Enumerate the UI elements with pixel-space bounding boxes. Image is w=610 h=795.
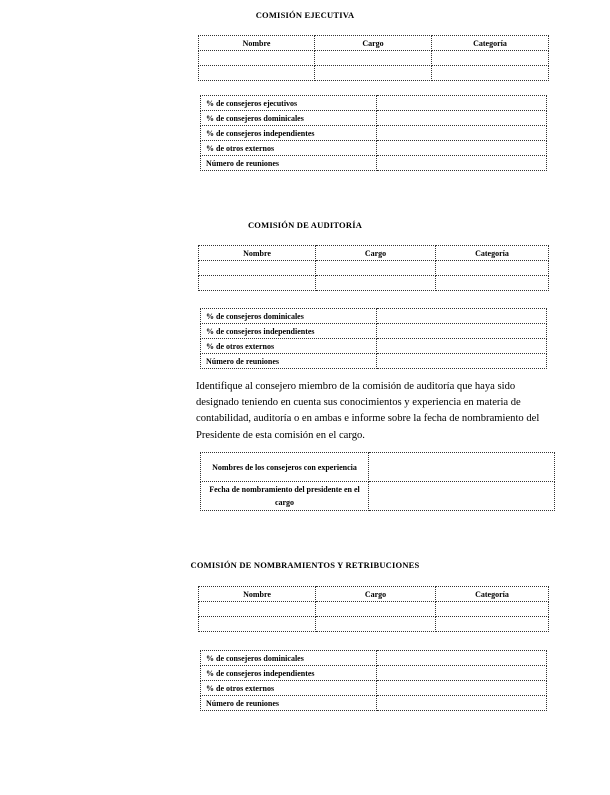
header-nombre: Nombre [199,36,315,51]
table-header-row [199,246,549,261]
composition-table-auditoria [200,308,547,369]
table-row [201,453,555,482]
row-label: % de consejeros independientes [201,126,377,141]
table-row [201,696,547,711]
table-row [199,276,549,291]
table-row [201,339,547,354]
row-label: % de consejeros independientes [201,666,377,681]
row-label: % de consejeros dominicales [201,651,377,666]
row-label: % de consejeros dominicales [201,111,377,126]
row-label: Número de reuniones [201,696,377,711]
row-label: Nombres de los consejeros con experiencia [201,453,369,482]
value-cell[interactable] [377,651,547,666]
value-cell[interactable] [377,111,547,126]
cell-cargo[interactable] [316,617,436,632]
table-row [199,51,549,66]
table-header-row [199,587,549,602]
header-categoria: Categoría [436,587,549,602]
header-categoria: Categoría [436,246,549,261]
composition-table-nombramientos [200,650,547,711]
row-label: Número de reuniones [201,156,377,171]
value-cell[interactable] [377,96,547,111]
table-row [199,66,549,81]
members-table-nombramientos [198,586,549,632]
members-table-ejecutiva [198,35,549,81]
auditoria-instructions: Identifique al consejero miembro de la comisión de auditoría que haya sido designado teniendo en cuenta sus conocimientos y experiencia en materia de contabilidad, auditoría o en ambas e informe sobre la fecha de nombramiento del Presidente de esta comisión en el cargo. [196,381,540,441]
table-row [201,96,547,111]
value-cell[interactable] [377,309,547,324]
table-row [201,126,547,141]
value-cell[interactable] [377,156,547,171]
table-header-row [199,36,549,51]
row-label: % de consejeros dominicales [201,309,377,324]
row-label: % de consejeros ejecutivos [201,96,377,111]
table-row [201,141,547,156]
table-row [201,111,547,126]
table-row [201,666,547,681]
cell-nombre[interactable] [199,66,315,81]
cell-cargo[interactable] [315,66,432,81]
value-cell[interactable] [377,681,547,696]
cell-categoria[interactable] [436,602,549,617]
value-cell[interactable] [377,339,547,354]
header-categoria: Categoría [432,36,549,51]
header-cargo: Cargo [315,36,432,51]
cell-nombre[interactable] [199,276,316,291]
cell-cargo[interactable] [316,276,436,291]
members-table-auditoria [198,245,549,291]
cell-nombre[interactable] [199,51,315,66]
row-label: % de otros externos [201,339,377,354]
table-row [201,156,547,171]
value-cell[interactable] [377,354,547,369]
value-cell[interactable] [369,482,555,511]
table-row [201,651,547,666]
value-cell[interactable] [377,126,547,141]
table-row [201,324,547,339]
table-row [199,617,549,632]
header-nombre: Nombre [199,587,316,602]
table-row [201,681,547,696]
section-title-auditoria: COMISIÓN DE AUDITORÍA [247,220,363,230]
cell-nombre[interactable] [199,261,316,276]
composition-table-ejecutiva [200,95,547,171]
value-cell[interactable] [377,696,547,711]
cell-categoria[interactable] [436,261,549,276]
table-row [199,261,549,276]
cell-categoria[interactable] [436,276,549,291]
row-label: Número de reuniones [201,354,377,369]
cell-nombre[interactable] [199,617,316,632]
cell-cargo[interactable] [316,261,436,276]
table-row [201,309,547,324]
cell-nombre[interactable] [199,602,316,617]
cell-categoria[interactable] [432,66,549,81]
table-row [199,602,549,617]
header-nombre: Nombre [199,246,316,261]
table-row [201,482,555,511]
row-label: % de otros externos [201,681,377,696]
section-title-nombramientos: COMISIÓN DE NOMBRAMIENTOS Y RETRIBUCIONES [190,560,420,570]
value-cell[interactable] [377,324,547,339]
row-label: % de consejeros independientes [201,324,377,339]
cell-categoria[interactable] [436,617,549,632]
table-row [201,354,547,369]
value-cell[interactable] [377,666,547,681]
row-label: % de otros externos [201,141,377,156]
value-cell[interactable] [377,141,547,156]
value-cell[interactable] [369,453,555,482]
section-title-ejecutiva: COMISIÓN EJECUTIVA [255,10,355,20]
cell-cargo[interactable] [315,51,432,66]
row-label: Fecha de nombramiento del presidente en el cargo [201,482,369,511]
header-cargo: Cargo [316,587,436,602]
experience-table-auditoria [200,452,555,511]
header-cargo: Cargo [316,246,436,261]
cell-cargo[interactable] [316,602,436,617]
cell-categoria[interactable] [432,51,549,66]
